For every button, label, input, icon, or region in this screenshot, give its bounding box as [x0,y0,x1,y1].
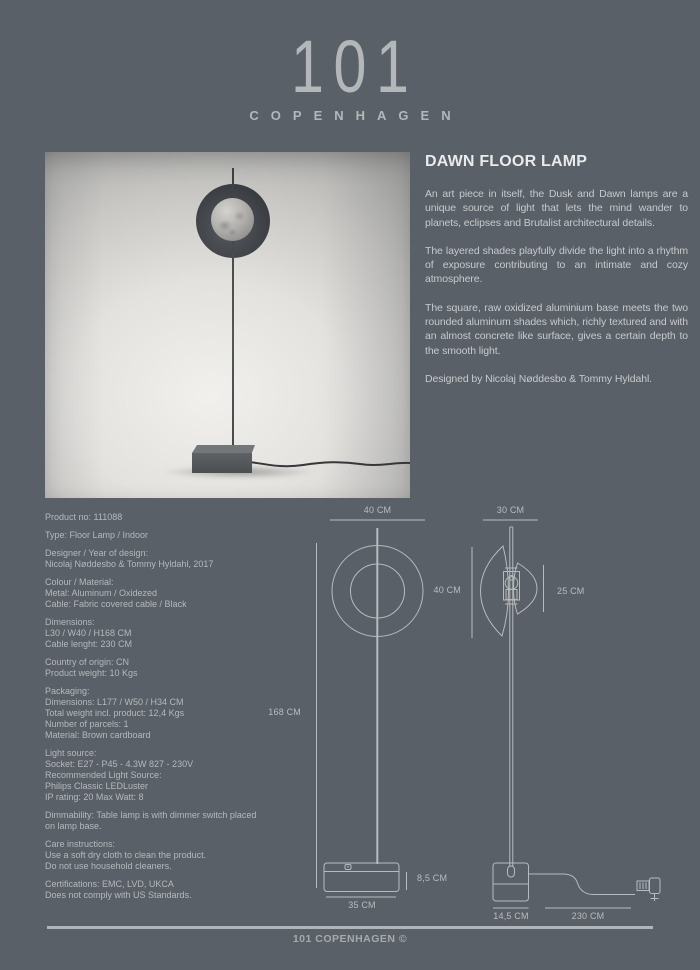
spec-line: Metal: Aluminum / Oxidezed [45,588,158,598]
product-description [425,187,688,386]
plug-head [650,878,661,894]
spec-line: Socket: E27 - P45 - 4.3W 827 - 230V [45,759,194,769]
front-view-drawing [317,520,426,897]
spec-line: Care instructions: [45,839,116,849]
product-photo [45,152,410,498]
spec-line: Do not use household cleaners. [45,861,172,871]
cable-drawing-line [529,874,636,895]
brand-name: COPENHAGEN [249,108,463,123]
dim-label-lamp-height: 168 CM [268,707,301,717]
pole-base-connector [508,866,515,877]
spec-line: Country of origin: CN [45,657,130,667]
dim-label-small-shade-height: 25 CM [557,586,585,596]
description-paragraph: Designed by Nicolaj Nøddesbo & Tommy Hyldahl. [425,372,652,385]
spec-line: Nicolaj Nøddesbo & Tommy Hyldahl, 2017 [45,559,214,569]
side-base-outline [493,863,529,901]
spec-line: Use a soft dry cloth to clean the product. [45,850,207,860]
spec-line: IP rating: 20 Max Watt: 8 [45,792,144,802]
spec-line: Number of parcels: 1 [45,719,129,729]
spec-line: Cable: Fabric covered cable / Black [45,599,187,609]
dim-label-base-width: 35 CM [348,900,376,910]
technical-drawings [0,500,700,940]
spec-line: Dimensions: L177 / W50 / H34 CM [45,697,184,707]
spec-line: Product no: 111088 [45,512,123,522]
dim-label-large-shade-height: 40 CM [433,585,461,595]
product-title: DAWN FLOOR LAMP [425,153,588,170]
dimmer-knob-dot [347,866,349,868]
spec-line: Light source: [45,748,97,758]
spec-line: Packaging: [45,686,90,696]
side-view-drawing [472,520,660,908]
product-info-column [425,153,688,400]
front-base-outline [324,863,399,892]
dim-label-cable-length: 230 CM [571,911,605,921]
bulb-socket [506,590,517,600]
dim-label-base-height: 8,5 CM [417,873,448,883]
spec-line: Dimensions: [45,617,95,627]
large-shade-profile [481,546,509,636]
footer-divider [47,926,653,929]
description-paragraph: The square, raw oxidized aluminium base meets the two rounded aluminum shades which, richly textured and with an almost concrete like surface, gives a certain depth to the smooth light. [425,301,688,357]
dim-label-side-shade-depth: 30 CM [496,505,525,515]
spec-line: Colour / Material: [45,577,114,587]
spec-line: Recommended Light Source: [45,770,162,780]
dim-label-front-shade-width: 40 CM [363,505,392,515]
spec-line: Type: Floor Lamp / Indoor [45,530,149,540]
spec-line: Does not comply with US Standards. [45,890,192,900]
bulb-outline [505,577,518,590]
spec-line: Dimmability: Table lamp is with dimmer switch placed on lamp base. [45,810,257,831]
lamp-sphere-shade [211,198,254,241]
footer-text: 101 COPENHAGEN © [292,933,408,945]
dim-label-base-depth: 14,5 CM [493,911,529,921]
spec-line: Cable lenght: 230 CM [45,639,133,649]
spec-line: Material: Brown cardboard [45,730,151,740]
spec-line: Philips Classic LEDLuster [45,781,149,791]
spec-line: Certifications: EMC, LVD, UKCA [45,879,174,889]
brand-logo: 101 [291,25,419,108]
small-shade-profile [514,563,538,614]
description-paragraph: An art piece in itself, the Dusk and Dawn lamps are a unique source of light that lets the mind wander to planets, eclipses and Brutalist architectural details. [425,188,688,229]
lamp-base-front [192,453,252,473]
spec-line: Product weight: 10 Kgs [45,668,138,678]
spec-line: L30 / W40 / H168 CM [45,628,132,638]
spec-line: Total weight incl. product: 12,4 Kgs [45,708,185,718]
description-paragraph: The layered shades playfully divide the light into a rhythm of exposure contributing to an intimate and cozy atmosphere. [425,244,688,286]
spec-line: Designer / Year of design: [45,548,149,558]
lamp-base-top [192,445,255,453]
